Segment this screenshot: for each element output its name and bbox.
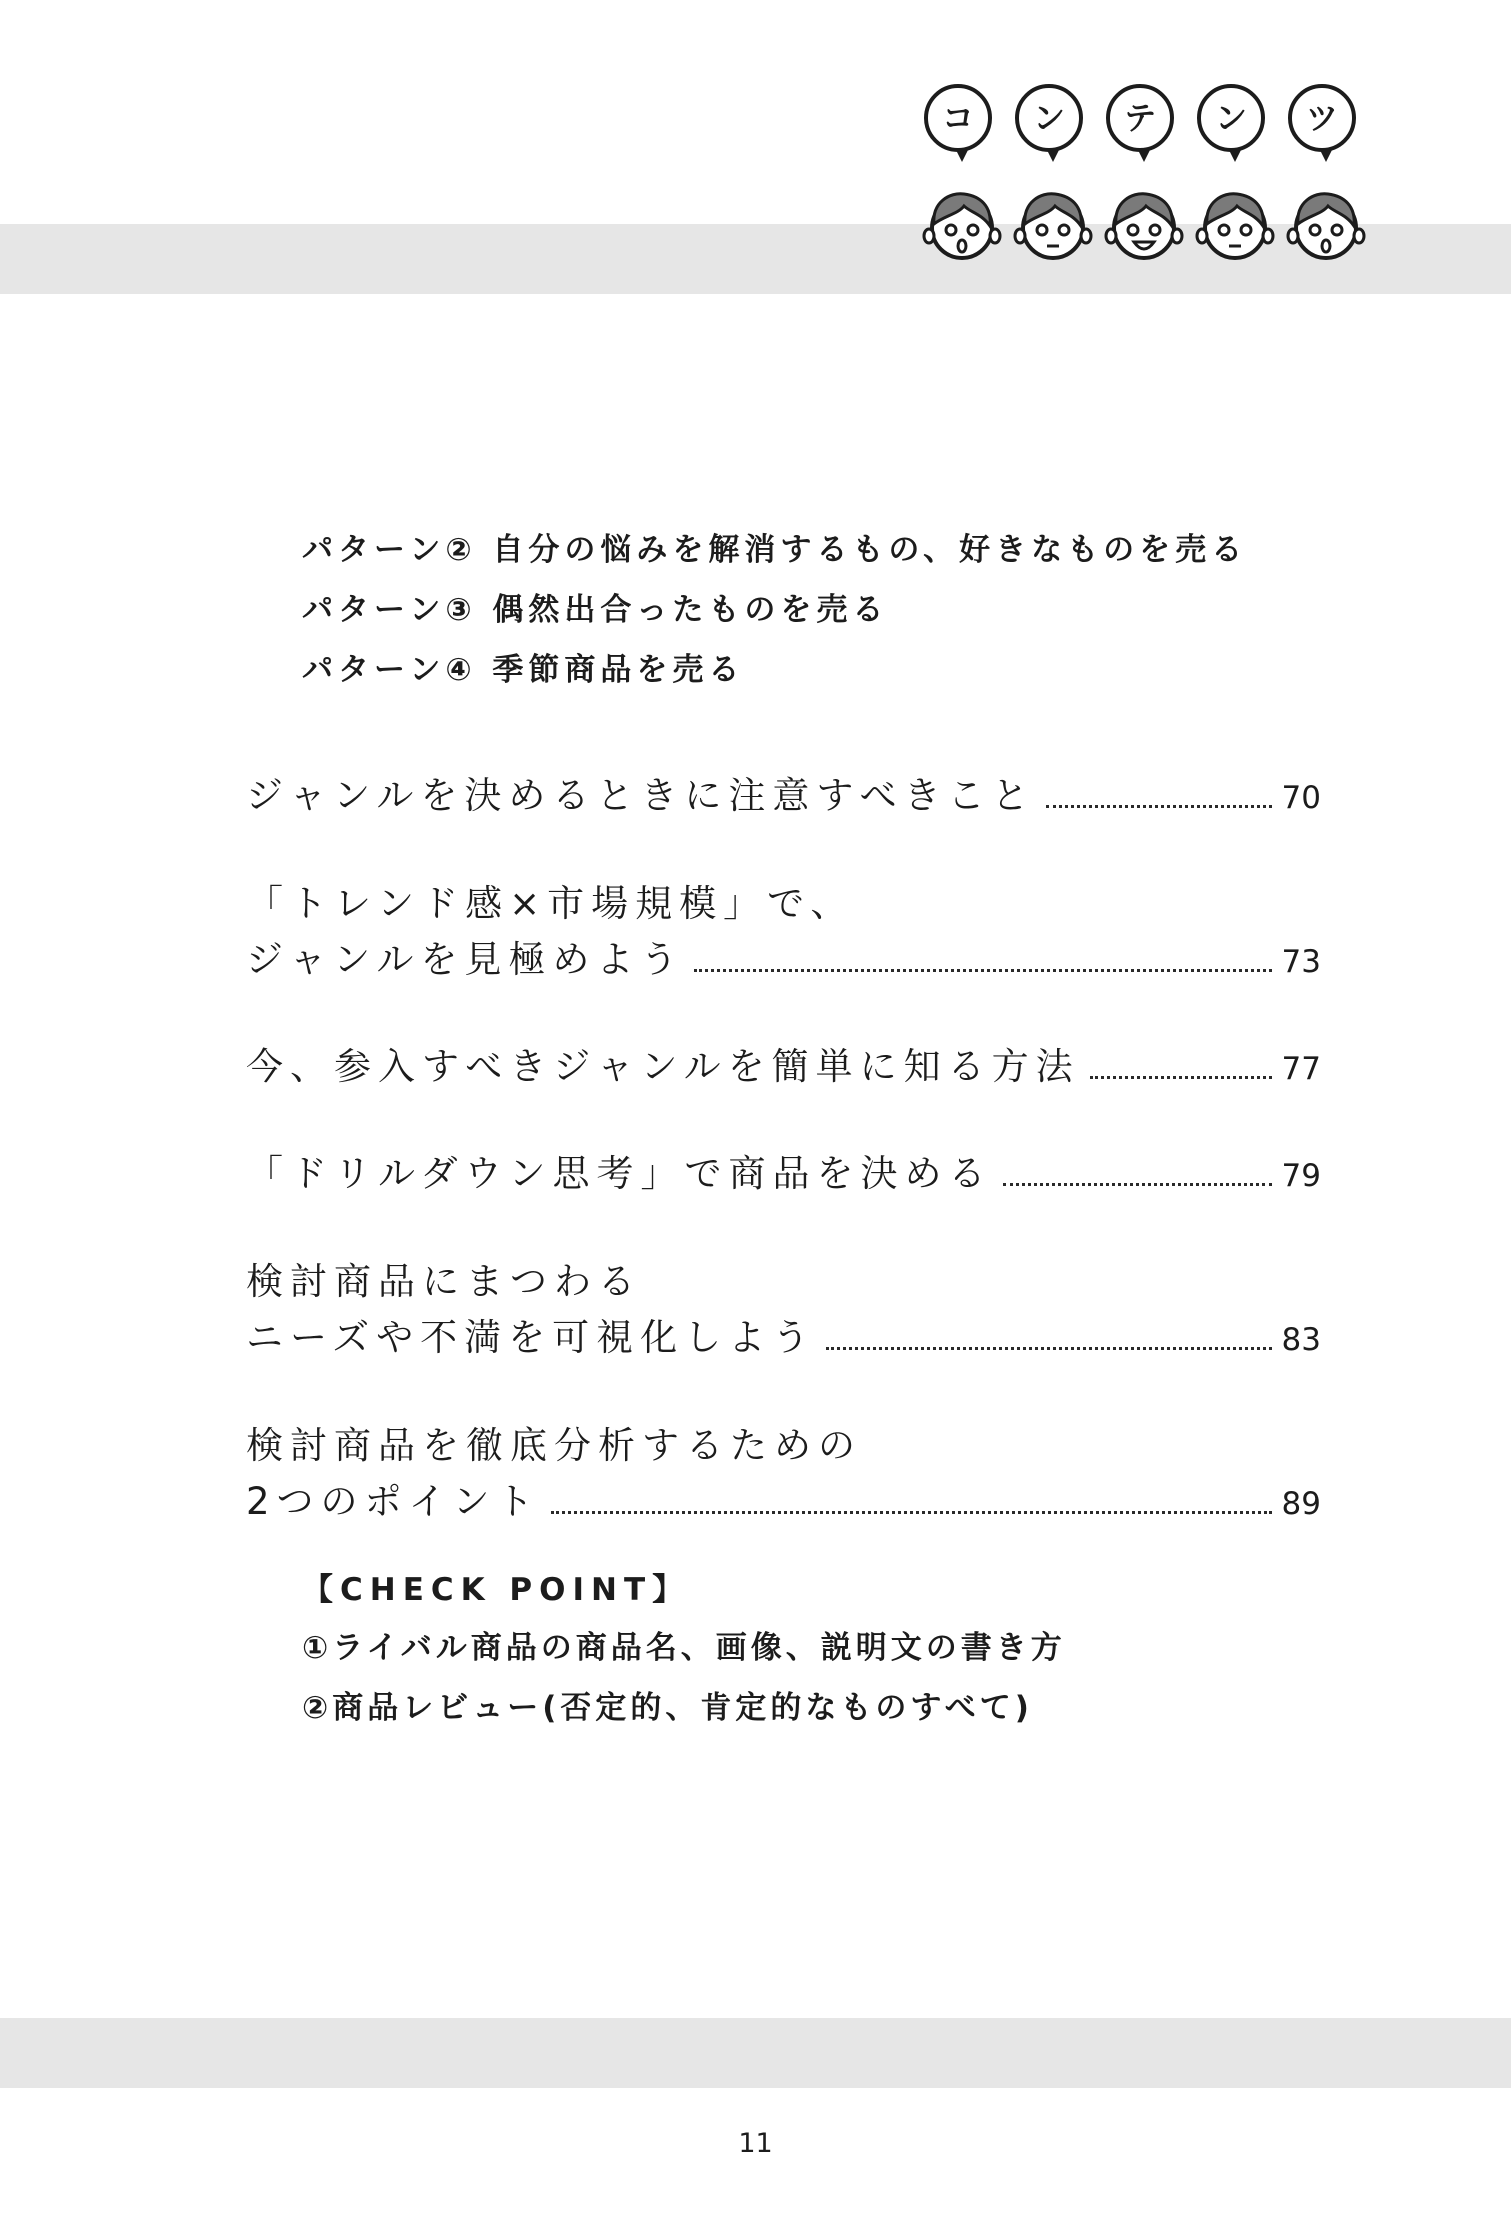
surprised-face-icon <box>1284 184 1368 264</box>
toc-page-number: 77 <box>1281 1051 1321 1087</box>
check-point-section <box>302 1562 1066 1738</box>
toc-entry[interactable] <box>246 768 1321 824</box>
toc-page-number: 73 <box>1281 944 1321 980</box>
toc-entry-title: 「トレンド感×市場規模」で、 <box>246 882 855 925</box>
faces-row <box>920 184 1370 264</box>
toc-entry[interactable] <box>246 1418 1321 1530</box>
pattern-list <box>302 520 1247 700</box>
leader-dots <box>1090 1075 1272 1079</box>
heading-char-3: テ <box>1106 84 1174 152</box>
contents-heading <box>920 84 1370 164</box>
toc-entry-title: ジャンルを決めるときに注意すべきこと <box>246 774 1036 817</box>
smiling-face-icon <box>1102 184 1186 264</box>
surprised-face-icon <box>920 184 1004 264</box>
page-number: 11 <box>738 2128 773 2159</box>
toc-entry-title: 検討商品にまつわる <box>246 1260 642 1303</box>
check-point-item: ①ライバル商品の商品名、画像、説明文の書き方 <box>302 1630 1066 1666</box>
leader-dots <box>1046 804 1272 808</box>
heading-char-1: コ <box>924 84 992 152</box>
leader-dots <box>551 1510 1272 1514</box>
check-point-item: ②商品レビュー(否定的、肯定的なものすべて) <box>302 1690 1033 1726</box>
heading-char-5: ツ <box>1288 84 1356 152</box>
leader-dots <box>694 968 1271 972</box>
toc-entry-title: 「ドリルダウン思考」で商品を決める <box>246 1152 993 1195</box>
toc-entry[interactable] <box>246 1039 1321 1095</box>
heading-char-4: ン <box>1197 84 1265 152</box>
neutral-face-icon <box>1011 184 1095 264</box>
toc-entry-title: ジャンルを見極めよう <box>246 938 685 981</box>
toc-page-number: 70 <box>1281 780 1321 816</box>
footer-band <box>0 2018 1511 2088</box>
toc-entry-title: ニーズや不満を可視化しよう <box>246 1316 817 1359</box>
toc-entry-title: 2つのポイント <box>246 1480 541 1523</box>
toc-entry-title: 今、参入すべきジャンルを簡単に知る方法 <box>246 1045 1080 1088</box>
toc-entry-title: 検討商品を徹底分析するための <box>246 1424 862 1467</box>
pattern-item: パターン② 自分の悩みを解消するもの、好きなものを売る <box>302 532 1248 568</box>
heading-char-2: ン <box>1015 84 1083 152</box>
toc-page-number: 83 <box>1281 1322 1321 1358</box>
pattern-item: パターン④ 季節商品を売る <box>302 652 745 688</box>
toc-entry[interactable] <box>246 876 1321 988</box>
toc-entry[interactable] <box>246 1146 1321 1202</box>
pattern-item: パターン③ 偶然出合ったものを売る <box>302 592 889 628</box>
toc-page-number: 89 <box>1281 1486 1321 1522</box>
toc-page-number: 79 <box>1281 1158 1321 1194</box>
leader-dots <box>826 1346 1271 1350</box>
toc-entry[interactable] <box>246 1254 1321 1366</box>
check-point-title: 【CHECK POINT】 <box>302 1572 691 1608</box>
leader-dots <box>1003 1182 1272 1186</box>
neutral-face-icon <box>1193 184 1277 264</box>
